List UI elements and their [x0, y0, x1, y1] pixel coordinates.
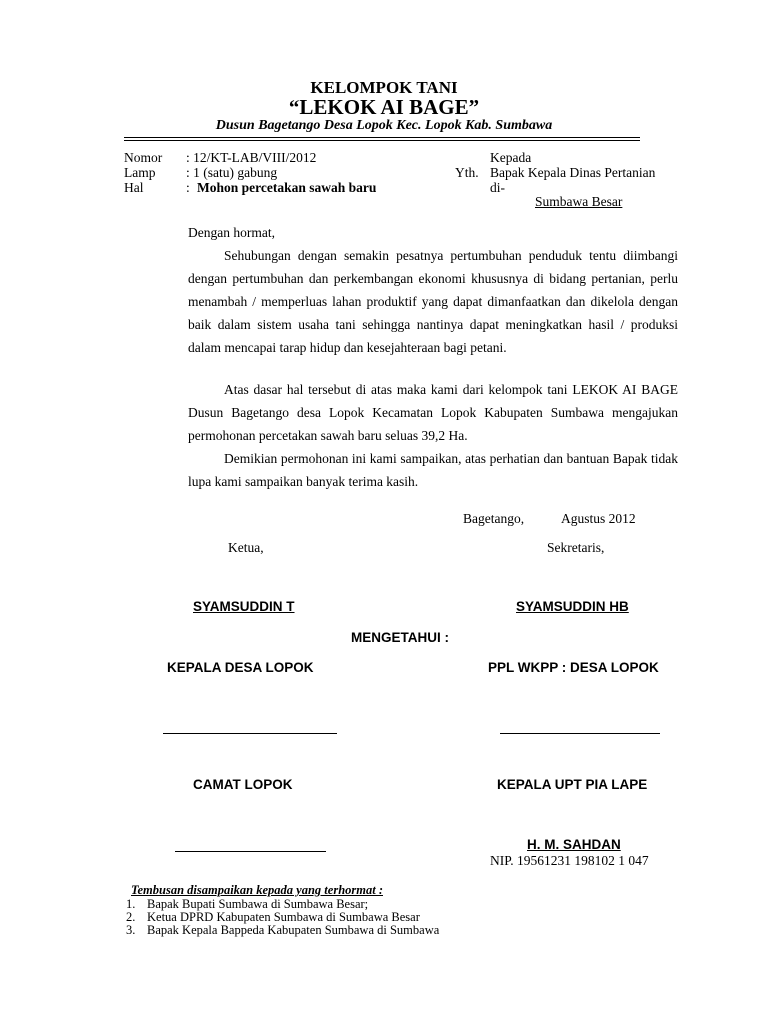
hal-value: Mohon percetakan sawah baru — [197, 180, 377, 195]
tembusan-item-num: 2. — [126, 910, 136, 924]
org-address: Dusun Bagetango Desa Lopok Kec. Lopok Kab. Sumbawa — [215, 118, 553, 133]
hal-label: Hal — [124, 180, 144, 195]
tembusan-item-num: 3. — [126, 923, 136, 937]
ppl-title: PPL WKPP : DESA LOPOK — [488, 660, 659, 675]
mengetahui-label: MENGETAHUI : — [351, 630, 449, 645]
nomor-value: : 12/KT-LAB/VIII/2012 — [186, 150, 317, 165]
camat-title: CAMAT LOPOK — [193, 777, 293, 792]
tembusan-item-num: 1. — [126, 897, 136, 911]
di-label: di- — [490, 180, 505, 195]
sekretaris-name: SYAMSUDDIN HB — [516, 599, 629, 614]
recipient: Bapak Kepala Dinas Pertanian — [490, 165, 656, 180]
greeting: Dengan hormat, — [188, 225, 275, 240]
kepada-label: Kepada — [490, 150, 532, 165]
letter-date: Agustus 2012 — [561, 511, 636, 526]
letterhead-rule-top — [124, 137, 640, 138]
kades-signature-line — [163, 733, 337, 734]
place: Bagetango, — [463, 511, 525, 526]
letterhead-rule-bottom — [124, 140, 640, 141]
kades-title: KEPALA DESA LOPOK — [167, 660, 314, 675]
group-name: “LEKOK AI BAGE” — [288, 95, 480, 119]
yth-label: Yth. — [455, 165, 479, 180]
ketua-role: Ketua, — [228, 540, 264, 555]
tembusan-item: Ketua DPRD Kabupaten Sumbawa di Sumbawa Besar — [147, 910, 420, 924]
ppl-signature-line — [500, 733, 660, 734]
paragraph-1: Sehubungan dengan semakin pesatnya pertumbuhan penduduk tentu diimbangi dengan pertumbuhan dan perkembangan ekonomi khususnya di bidang pertanian, perlu menambah / memperluas lahan produktif yang dapat dimanfaatkan dan dikelola dengan baik dalam sistem usaha tani sehingga nantinya dapat meningkatkan hasil / produksi dalam mencapai tarap hidup dan kesejahteraan bagi petani. — [188, 248, 678, 355]
tembusan-item: Bapak Kepala Bappeda Kabupaten Sumbawa di Sumbawa — [147, 923, 440, 937]
camat-signature-line — [175, 851, 326, 852]
tembusan-item: Bapak Bupati Sumbawa di Sumbawa Besar; — [147, 897, 369, 911]
paragraph-2: Atas dasar hal tersebut di atas maka kami dari kelompok tani LEKOK AI BAGE Dusun Bagetango desa Lopok Kecamatan Lopok Kabupaten Sumbawa mengajukan permohonan percetakan sawah baru seluas 39,2 Ha. — [188, 382, 678, 443]
nomor-label: Nomor — [124, 150, 163, 165]
upt-head-nip: NIP. 19561231 198102 1 047 — [490, 853, 649, 868]
recipient-city: Sumbawa Besar — [535, 194, 623, 209]
sekretaris-role: Sekretaris, — [547, 540, 605, 555]
lamp-label: Lamp — [124, 165, 156, 180]
lamp-value: : 1 (satu) gabung — [186, 165, 278, 180]
ketua-name: SYAMSUDDIN T — [193, 599, 295, 614]
upt-title: KEPALA UPT PIA LAPE — [497, 777, 648, 792]
upt-head-name: H. M. SAHDAN — [527, 837, 621, 852]
tembusan-title: Tembusan disampaikan kepada yang terhormat : — [131, 883, 383, 897]
org-title: KELOMPOK TANI — [310, 78, 458, 97]
paragraph-3: Demikian permohonan ini kami sampaikan, atas perhatian dan bantuan Bapak tidak lupa kami sampaikan banyak terima kasih. — [188, 451, 678, 489]
hal-colon: : — [186, 180, 190, 195]
